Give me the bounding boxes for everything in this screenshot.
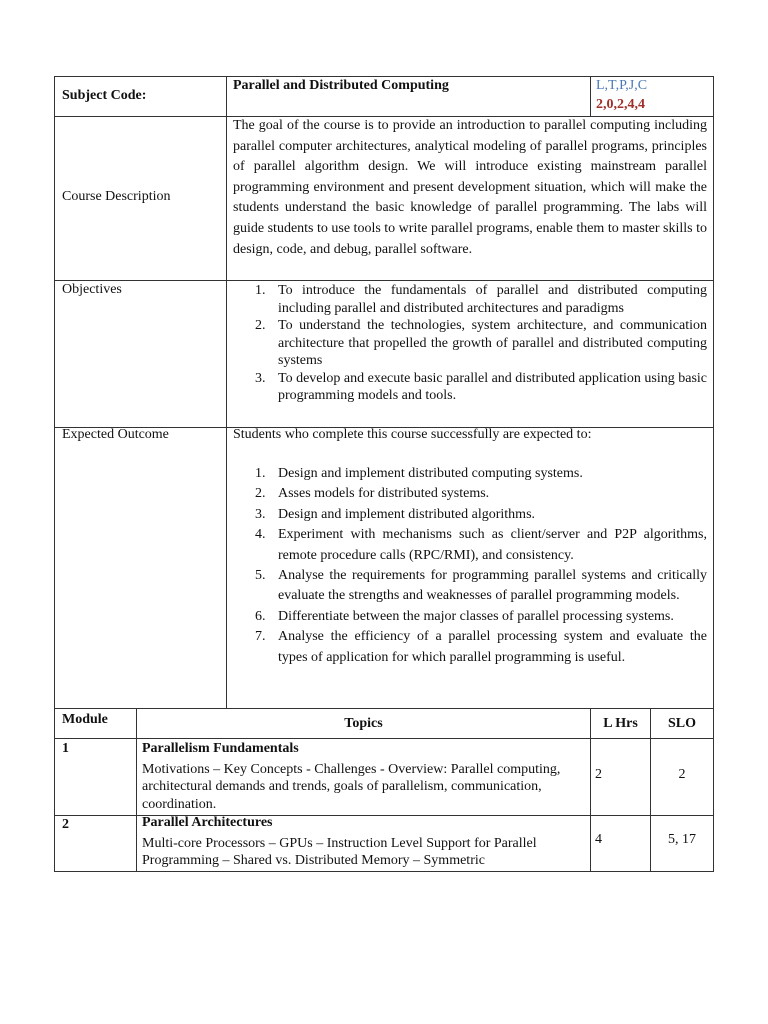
item-text: Design and implement distributed algorithms. (278, 506, 536, 522)
list-item (233, 282, 707, 317)
objectives-label: Objectives (62, 282, 122, 297)
list-item (233, 607, 707, 627)
subject-code-label: Subject Code: (62, 88, 147, 103)
ltpjc-values: 2,0,2,4,4 (596, 97, 645, 112)
module-lhrs: 2 (595, 767, 602, 782)
table-left-border (54, 76, 55, 872)
module-lhrs: 4 (595, 832, 602, 847)
list-item (233, 370, 707, 405)
module-column-divider (136, 708, 137, 872)
module-slo: 2 (678, 767, 686, 782)
item-text: To understand the technologies, system architecture, and communication architecture that propelled the growth of parallel and distributed computing systems (278, 318, 707, 368)
list-item (233, 505, 707, 525)
item-number: 2. (255, 318, 266, 333)
module-topics: Multi-core Processors – GPUs – Instruction Level Support for Parallel Programming – Shared vs. Distributed Memory – Symmetric (142, 836, 537, 869)
outcomes-list (233, 464, 707, 668)
row-divider-description (54, 280, 714, 281)
label-column-divider (226, 76, 227, 708)
list-item (233, 484, 707, 504)
slo-column-header: SLO (667, 716, 696, 731)
expected-outcome-intro: Students who complete this course successfully are expected to: (233, 427, 592, 442)
lhrs-column-header: L Hrs (603, 716, 638, 731)
item-number: 7. (255, 629, 266, 645)
item-number: 3. (255, 506, 266, 522)
list-item (233, 627, 707, 668)
row-divider-outcome (54, 708, 714, 709)
topics-column-divider (590, 708, 591, 872)
course-description-text: The goal of the course is to provide an introduction to parallel computing including parallel computer architectures, analytical modeling of parallel programs, principles of parallel algorithm design. We will introduce existing mainstream parallel programming environment and present development situation, which will make the students understand the basic knowledge of parallel programming. The labs will guide students to use tools to write parallel programs, enable them to master skills to design, code, and debug, parallel software. (233, 118, 707, 257)
ltpjc-column-divider (590, 76, 591, 116)
course-description-label: Course Description (62, 189, 171, 204)
table-bottom-border (54, 871, 714, 872)
item-number: 1. (255, 466, 266, 481)
item-number: 2. (255, 486, 266, 502)
module-number: 2 (62, 817, 69, 832)
item-text: Experiment with mechanisms such as client/server and P2P algorithms, remote procedure calls (RPC/RMI), and consistency. (278, 527, 707, 563)
item-text: Asses models for distributed systems. (278, 486, 490, 502)
ltpjc-label: L,T,P,J,C (596, 78, 648, 93)
course-title: Parallel and Distributed Computing (233, 78, 449, 93)
module-title: Parallelism Fundamentals (142, 741, 299, 756)
list-item (233, 464, 707, 484)
list-item (233, 317, 707, 370)
table-top-border (54, 76, 714, 77)
module-column-header: Module (62, 712, 108, 727)
module-title: Parallel Architectures (142, 815, 273, 830)
item-number: 3. (255, 370, 266, 386)
topics-column-header: Topics (344, 716, 383, 731)
item-text: Design and implement distributed computing systems. (278, 466, 583, 481)
list-item (233, 566, 707, 607)
item-text: Analyse the requirements for programming parallel systems and critically evaluate the strengths and weaknesses of parallel programming models. (278, 568, 707, 604)
item-text: Differentiate between the major classes of parallel processing systems. (278, 608, 674, 624)
item-text: To introduce the fundamentals of parallel and distributed computing including parallel and distributed architectures and paradigms (278, 283, 707, 316)
item-number: 6. (255, 608, 266, 624)
item-number: 5. (255, 568, 266, 584)
module-slo: 5, 17 (668, 832, 696, 847)
item-number: 1. (255, 283, 266, 298)
expected-outcome-label: Expected Outcome (62, 427, 169, 442)
module-topics: Motivations – Key Concepts - Challenges - Overview: Parallel computing, architectural demands and trends, goals of parallelism, communication, coordination. (142, 762, 561, 812)
item-number: 4. (255, 527, 266, 543)
module-number: 1 (62, 741, 69, 756)
item-text: To develop and execute basic parallel and distributed application using basic programming models and tools. (278, 370, 707, 403)
item-text: Analyse the efficiency of a parallel processing system and evaluate the types of application for which parallel programming is useful. (278, 629, 707, 665)
table-right-border (713, 76, 714, 872)
modules-header-divider (54, 738, 714, 739)
objectives-list (233, 282, 707, 405)
list-item (233, 525, 707, 566)
